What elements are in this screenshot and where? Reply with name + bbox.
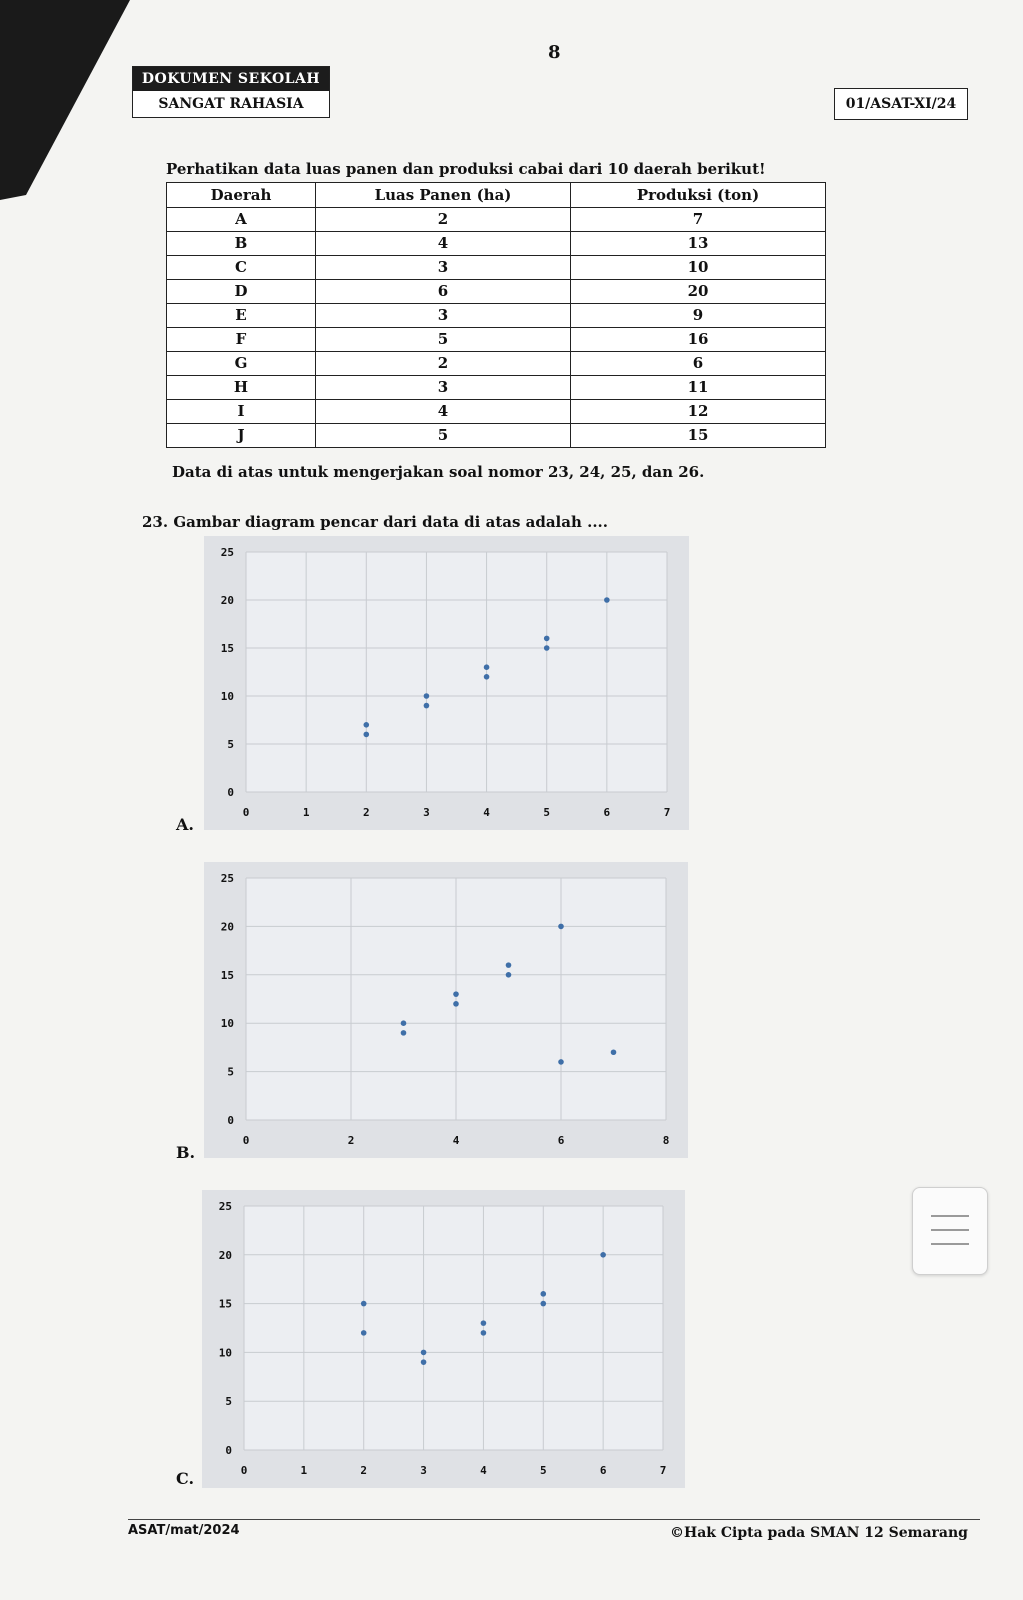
data-point bbox=[361, 1301, 367, 1307]
data-point bbox=[481, 1320, 487, 1326]
table-cell: 4 bbox=[316, 400, 571, 424]
data-point bbox=[363, 732, 369, 738]
table-cell: 2 bbox=[316, 352, 571, 376]
data-point bbox=[453, 1001, 459, 1007]
exam-code: 01/ASAT-XI/24 bbox=[834, 88, 968, 120]
table-cell: 7 bbox=[571, 208, 826, 232]
table-row bbox=[167, 208, 826, 232]
y-tick-label: 25 bbox=[218, 1200, 232, 1213]
data-point bbox=[401, 1030, 407, 1036]
y-tick-label: 10 bbox=[220, 1017, 234, 1031]
table-cell: 10 bbox=[571, 256, 826, 280]
table-header-row bbox=[167, 183, 826, 208]
table-cell: 2 bbox=[316, 208, 571, 232]
x-tick-label: 2 bbox=[360, 1464, 368, 1477]
y-tick-label: 20 bbox=[220, 920, 234, 934]
column-header: Luas Panen (ha) bbox=[316, 183, 571, 208]
x-tick-label: 4 bbox=[483, 806, 490, 819]
x-tick-label: 3 bbox=[420, 1464, 427, 1477]
x-tick-label: 5 bbox=[539, 1464, 547, 1477]
data-point bbox=[544, 636, 550, 642]
x-tick-label: 4 bbox=[452, 1134, 460, 1147]
data-point bbox=[506, 962, 512, 968]
table-cell: 9 bbox=[571, 304, 826, 328]
menu-line-icon bbox=[931, 1229, 969, 1231]
table-cell: 6 bbox=[571, 352, 826, 376]
y-tick-label: 0 bbox=[227, 786, 234, 799]
y-tick-label: 20 bbox=[218, 1248, 232, 1262]
data-point bbox=[600, 1252, 606, 1258]
table-cell: 20 bbox=[571, 280, 826, 304]
table-cell: 4 bbox=[316, 232, 571, 256]
menu-line-icon bbox=[931, 1243, 969, 1245]
data-point bbox=[558, 924, 564, 930]
data-point bbox=[484, 674, 490, 680]
y-tick-label: 25 bbox=[220, 872, 234, 885]
data-point bbox=[604, 597, 610, 603]
table-cell: C bbox=[167, 256, 316, 280]
table-cell: 11 bbox=[571, 376, 826, 400]
table-row bbox=[167, 352, 826, 376]
y-tick-label: 0 bbox=[225, 1444, 232, 1457]
table-row bbox=[167, 304, 826, 328]
x-tick-label: 1 bbox=[300, 1464, 308, 1477]
table-cell: E bbox=[167, 304, 316, 328]
y-tick-label: 15 bbox=[220, 642, 234, 655]
y-tick-label: 25 bbox=[220, 546, 234, 559]
x-tick-label: 7 bbox=[659, 1464, 667, 1477]
x-tick-label: 1 bbox=[302, 806, 310, 819]
data-point bbox=[540, 1301, 546, 1307]
x-tick-label: 5 bbox=[543, 806, 551, 819]
plot-area bbox=[244, 1206, 663, 1450]
data-point bbox=[481, 1330, 487, 1336]
y-tick-label: 20 bbox=[220, 594, 234, 607]
question-23: 23. Gambar diagram pencar dari data di atas adalah .... bbox=[142, 513, 608, 531]
table-cell: A bbox=[167, 208, 316, 232]
intro-text: Perhatikan data luas panen dan produksi cabai dari 10 daerah berikut! bbox=[166, 160, 766, 178]
x-tick-label: 3 bbox=[423, 806, 430, 819]
table-row bbox=[167, 400, 826, 424]
table-cell: F bbox=[167, 328, 316, 352]
option-c-letter[interactable]: C. bbox=[176, 1469, 195, 1488]
y-tick-label: 10 bbox=[220, 690, 234, 703]
table-cell: 15 bbox=[571, 424, 826, 448]
x-tick-label: 2 bbox=[347, 1134, 355, 1147]
table-cell: 6 bbox=[316, 280, 571, 304]
table-cell: 12 bbox=[571, 400, 826, 424]
y-tick-label: 15 bbox=[220, 968, 234, 982]
table-cell: 3 bbox=[316, 256, 571, 280]
table-cell: J bbox=[167, 424, 316, 448]
y-tick-label: 5 bbox=[227, 738, 234, 751]
x-tick-label: 6 bbox=[557, 1134, 565, 1147]
table-cell: 16 bbox=[571, 328, 826, 352]
footer-divider bbox=[128, 1519, 980, 1520]
y-tick-label: 5 bbox=[225, 1395, 232, 1409]
x-tick-label: 4 bbox=[480, 1464, 487, 1477]
footer-copyright: ©Hak Cipta pada SMAN 12 Semarang bbox=[670, 1525, 968, 1541]
table-cell: B bbox=[167, 232, 316, 256]
table-cell: I bbox=[167, 400, 316, 424]
data-point bbox=[421, 1359, 427, 1365]
y-tick-label: 15 bbox=[218, 1297, 232, 1311]
option-b-letter[interactable]: B. bbox=[176, 1143, 196, 1162]
footer-code: ASAT/mat/2024 bbox=[128, 1523, 240, 1538]
x-tick-label: 0 bbox=[240, 1464, 248, 1477]
table-cell: 5 bbox=[316, 328, 571, 352]
x-tick-label: 2 bbox=[362, 806, 370, 819]
menu-button[interactable] bbox=[912, 1187, 988, 1275]
table-row bbox=[167, 232, 826, 256]
column-header: Daerah bbox=[167, 183, 316, 208]
x-tick-label: 6 bbox=[599, 1464, 607, 1477]
table-cell: 3 bbox=[316, 376, 571, 400]
table-cell: G bbox=[167, 352, 316, 376]
plot-area bbox=[246, 552, 667, 792]
column-header: Produksi (ton) bbox=[571, 183, 826, 208]
data-point bbox=[506, 972, 512, 978]
scan-shadow bbox=[0, 0, 130, 200]
x-tick-label: 0 bbox=[242, 1134, 250, 1147]
x-tick-label: 6 bbox=[603, 806, 611, 819]
table-cell: D bbox=[167, 280, 316, 304]
document-label-top: DOKUMEN SEKOLAH bbox=[133, 67, 329, 91]
data-point bbox=[424, 703, 430, 709]
table-cell: 13 bbox=[571, 232, 826, 256]
table-row bbox=[167, 376, 826, 400]
page-number: 8 bbox=[548, 42, 561, 63]
y-tick-label: 0 bbox=[227, 1114, 234, 1127]
data-point bbox=[424, 693, 430, 699]
table-note: Data di atas untuk mengerjakan soal nomor 23, 24, 25, dan 26. bbox=[172, 463, 705, 481]
table-cell: 3 bbox=[316, 304, 571, 328]
data-point bbox=[611, 1049, 617, 1055]
x-tick-label: 8 bbox=[662, 1134, 670, 1147]
data-table bbox=[166, 182, 826, 448]
document-label-bottom: SANGAT RAHASIA bbox=[133, 91, 329, 117]
data-point bbox=[361, 1330, 367, 1336]
option-a-letter[interactable]: A. bbox=[176, 815, 194, 834]
data-point bbox=[484, 664, 490, 670]
data-point bbox=[544, 645, 550, 651]
table-row bbox=[167, 256, 826, 280]
table-cell: 5 bbox=[316, 424, 571, 448]
y-tick-label: 5 bbox=[227, 1065, 234, 1079]
menu-line-icon bbox=[931, 1215, 969, 1217]
data-point bbox=[453, 991, 459, 997]
data-point bbox=[421, 1350, 427, 1356]
table-row bbox=[167, 328, 826, 352]
data-point bbox=[540, 1291, 546, 1297]
table-row bbox=[167, 424, 826, 448]
data-point bbox=[401, 1020, 407, 1026]
scatter-chart-b bbox=[204, 862, 688, 1158]
y-tick-label: 10 bbox=[218, 1346, 232, 1360]
data-point bbox=[558, 1059, 564, 1065]
scatter-chart-c bbox=[202, 1190, 685, 1488]
table-row bbox=[167, 280, 826, 304]
x-tick-label: 7 bbox=[663, 806, 671, 819]
x-tick-label: 0 bbox=[242, 806, 250, 819]
document-label-box bbox=[132, 66, 330, 118]
table-cell: H bbox=[167, 376, 316, 400]
data-point bbox=[363, 722, 369, 728]
scatter-chart-a bbox=[204, 536, 689, 830]
